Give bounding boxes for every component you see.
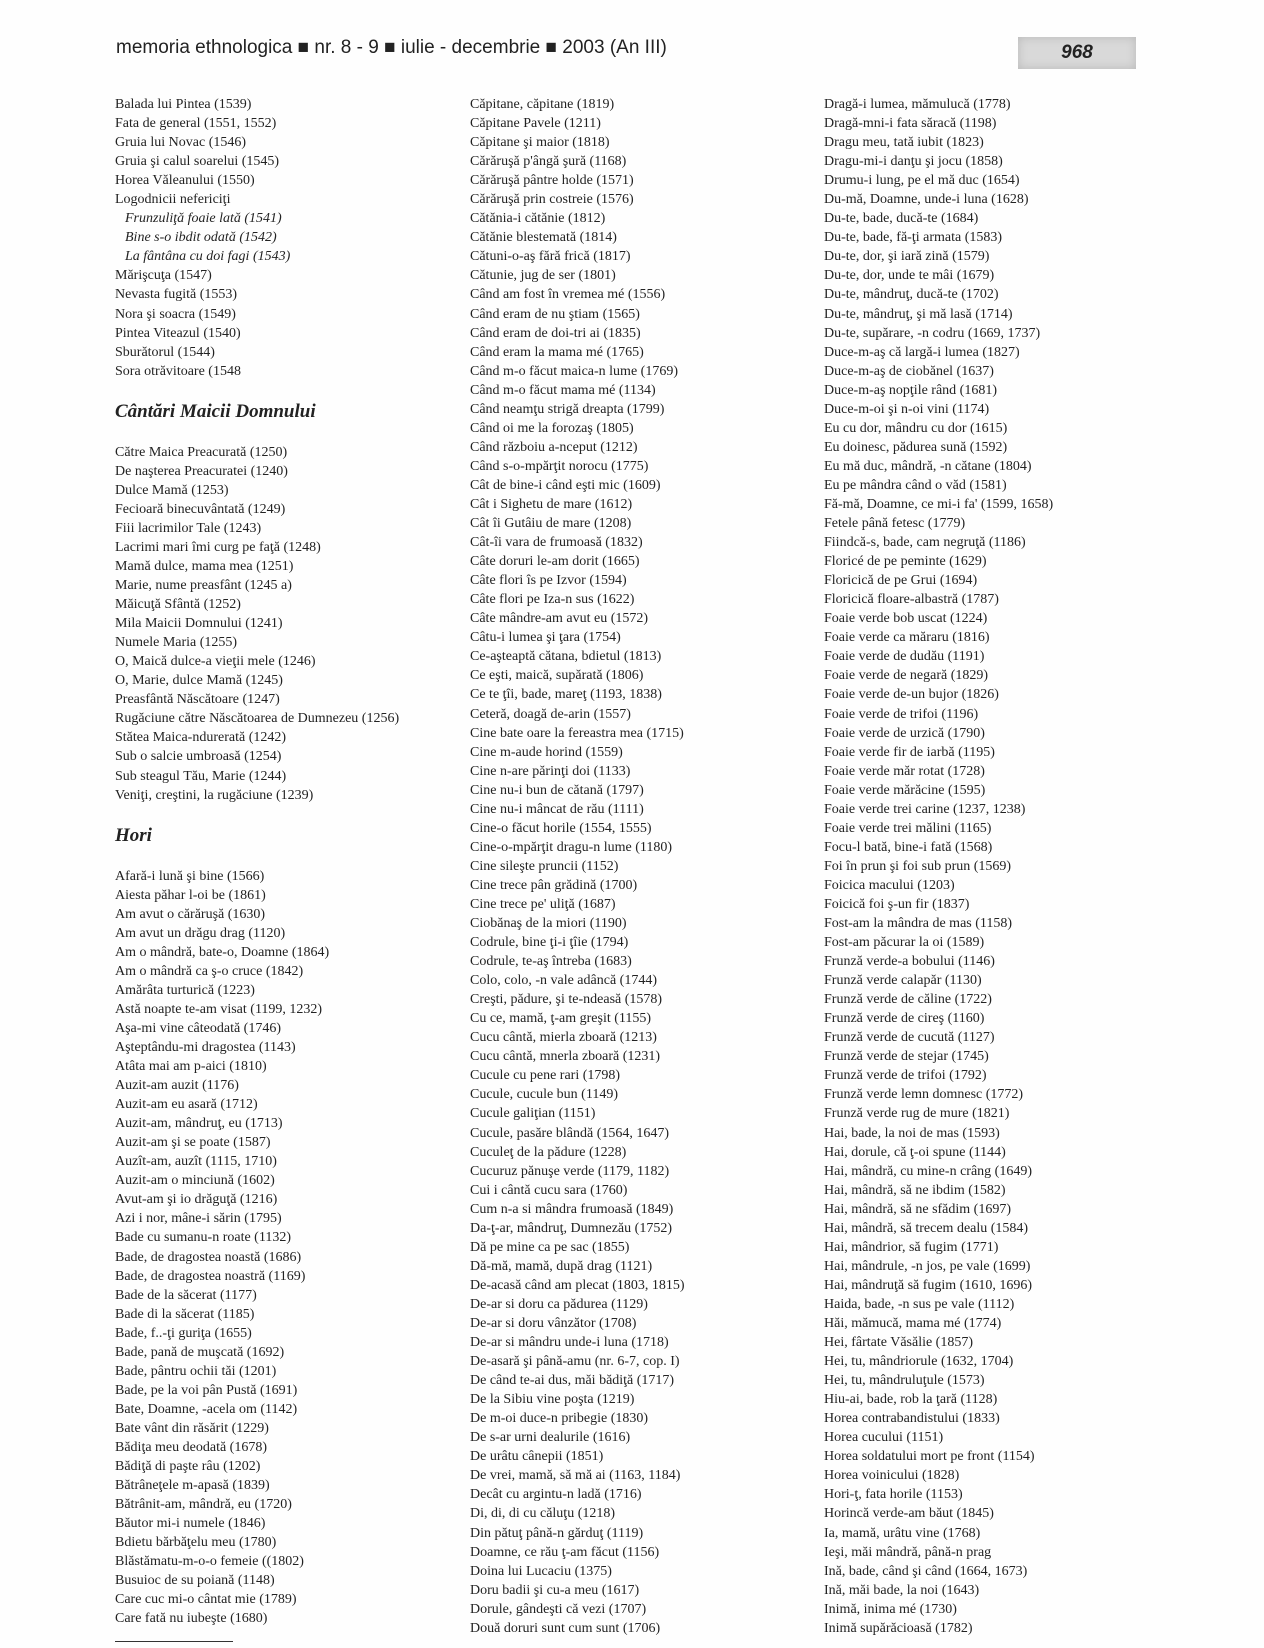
index-entry: Eu cu dor, mândru cu dor (1615) <box>824 420 1008 436</box>
index-entry: Du-te, dor, şi iară zină (1579) <box>824 249 990 265</box>
index-entry: Cât i Sighetu de mare (1612) <box>470 496 633 512</box>
section-gap <box>115 848 435 867</box>
index-entry: Bade, de dragostea noastră (1169) <box>115 1268 306 1284</box>
index-entry: Cât-îi vara de frumoasă (1832) <box>470 535 643 551</box>
index-entry: Dulce Mamă (1253) <box>115 482 229 498</box>
index-entry: O, Marie, dulce Mamă (1245) <box>115 673 283 689</box>
index-entry: Foaie verde mărăcine (1595) <box>824 782 986 798</box>
index-entry: Hei, tu, mândruluţule (1573) <box>824 1373 985 1389</box>
index-entry: Doina lui Lucaciu (1375) <box>470 1563 612 1579</box>
index-entry: Când oi me la forozaş (1805) <box>470 420 634 436</box>
index-entry: Cărăruşă p'ângă şură (1168) <box>470 154 627 170</box>
index-entry: Cucule, cucule bun (1149) <box>470 1087 618 1103</box>
index-entry: Am o mândră ca ş-o cruce (1842) <box>115 963 304 979</box>
index-entry: Du-te, mândruţ, şi mă lasă (1714) <box>824 306 1013 322</box>
index-entry: Cătuni-o-aş fără frică (1817) <box>470 249 631 265</box>
index-entry: Cuculeţ de la pădure (1228) <box>470 1144 627 1160</box>
index-entry: Doamne, ce rău ţ-am făcut (1156) <box>470 1544 660 1560</box>
index-entry: Amărâta turturică (1223) <box>115 982 255 998</box>
index-entry: Când s-o-mpărţit norocu (1775) <box>470 458 649 474</box>
index-entry: Aiesta păhar l-oi be (1861) <box>115 887 266 903</box>
index-entry: Hăi, mămucă, mama mé (1774) <box>824 1316 1002 1331</box>
index-entry: Frunză verde-a bobului (1146) <box>824 954 995 970</box>
index-entry: Sub steagul Tău, Marie (1244) <box>115 768 287 784</box>
index-entry: Care cuc mi-o cântat mie (1789) <box>115 1592 297 1608</box>
index-entry: Du-te, dor, unde te mâi (1679) <box>824 268 995 284</box>
index-entry: Cucule, pasăre blândă (1564, 1647) <box>470 1125 670 1141</box>
index-entry: Fă-mă, Doamne, ce mi-i fa' (1599, 1658) <box>824 496 1054 512</box>
index-entry: Fecioară binecuvântată (1249) <box>115 501 286 517</box>
index-entry: Bade di la săcerat (1185) <box>115 1306 255 1322</box>
index-entry: Fost-am păcurar la oi (1589) <box>824 935 985 951</box>
index-column-1 <box>115 95 435 1628</box>
index-entry: Horea soldatului mort pe front (1154) <box>824 1449 1035 1465</box>
index-entry: Am avut o cărăruşă (1630) <box>115 906 266 922</box>
index-entry: Fiindcă-s, bade, cam negruţă (1186) <box>824 535 1026 551</box>
index-entry: Cine sileşte pruncii (1152) <box>470 858 619 874</box>
index-entry: Ceteră, doagă de-arin (1557) <box>470 706 631 722</box>
index-entry: Frunză verde rug de mure (1821) <box>824 1106 1010 1122</box>
index-entry: De-ar si doru ca pădurea (1129) <box>470 1296 648 1312</box>
index-entry: Horea Văleanului (1550) <box>115 173 255 189</box>
index-entry: Marie, nume preasfânt (1245 a) <box>115 578 292 594</box>
index-entry: Cucu cântă, mierla zboară (1213) <box>470 1030 657 1046</box>
index-entry: De s-ar urni dealurile (1616) <box>470 1430 631 1446</box>
entry-group <box>115 867 435 1629</box>
index-entry: Dragu-mi-i danţu şi jocu (1858) <box>824 154 1003 170</box>
index-entry: De când te-ai dus, măi bădiţă (1717) <box>470 1373 675 1389</box>
index-entry: Când eram de doi-tri ai (1835) <box>470 325 641 341</box>
index-entry: Bădiţa meu deodată (1678) <box>115 1440 268 1455</box>
index-entry: Ieşi, măi mândră, până-n prag <box>824 1544 992 1560</box>
index-entry: Frunză verde de trifoi (1792) <box>824 1068 987 1084</box>
index-entry: Căpitane, căpitane (1819) <box>470 97 615 112</box>
index-entry: Dă-mă, mamă, după drag (1121) <box>470 1258 653 1274</box>
index-entry: Hai, mândrule, -n jos, pe vale (1699) <box>824 1258 1031 1274</box>
index-entry: Eu doinesc, pădurea sună (1592) <box>824 439 1008 455</box>
index-entry: Pintea Viteazul (1540) <box>115 325 241 341</box>
index-entry: Hai, dorule, că ţ-oi spune (1144) <box>824 1144 1006 1160</box>
index-entry: Cucu cântă, mnerla zboară (1231) <box>470 1049 661 1065</box>
index-entry: Du-te, mândruţ, ducă-te (1702) <box>824 287 999 303</box>
index-entry: Atâta mai am p-aici (1810) <box>115 1059 267 1075</box>
section-gap <box>115 381 435 400</box>
index-entry: Foaie verde de-un bujor (1826) <box>824 687 999 703</box>
index-entry: Hai, mândrior, să fugim (1771) <box>824 1239 999 1255</box>
section-gap <box>115 424 435 443</box>
index-entry: Frunză verde de cucută (1127) <box>824 1030 995 1046</box>
index-entry: Horea contrabandistului (1833) <box>824 1411 1000 1427</box>
index-entry: Logodnicii nefericiţi <box>115 192 231 208</box>
index-entry: Când m-o făcut mama mé (1134) <box>470 382 656 398</box>
index-entry: Horincă verde-am băut (1845) <box>824 1506 994 1522</box>
index-entry: Du-te, bade, fă-ţi armata (1583) <box>824 230 1003 246</box>
index-entry: Focu-l bată, bine-i fată (1568) <box>824 839 993 855</box>
entry-group <box>115 95 435 209</box>
index-entry: Foaie verde trei carine (1237, 1238) <box>824 801 1026 817</box>
page-number: 968 <box>1018 37 1136 69</box>
running-header: memoria ethnologica ■ nr. 8 - 9 ■ iulie - decembrie ■ 2003 (An III) <box>116 37 667 58</box>
index-entry: Cătănie blestemată (1814) <box>470 230 617 246</box>
index-entry: Cui i cântă cucu sara (1760) <box>470 1182 628 1198</box>
index-entry: Eu mă duc, mândră, -n cătane (1804) <box>824 458 1032 474</box>
index-entry: Gruia şi calul soarelui (1545) <box>115 154 280 170</box>
index-entry: Care fată nu iubeşte (1680) <box>115 1611 268 1627</box>
index-entry: Cătunie, jug de ser (1801) <box>470 268 616 284</box>
index-entry: Auzit-am, mândruţ, eu (1713) <box>115 1116 283 1132</box>
index-entry: Bătrâneţele m-apasă (1839) <box>115 1478 270 1494</box>
index-entry: Decât cu argintu-n ladă (1716) <box>470 1487 642 1503</box>
index-entry: Nora şi soacra (1549) <box>115 306 236 322</box>
index-entry: Frunză verde de căline (1722) <box>824 992 992 1008</box>
index-entry: Câte doruri le-am dorit (1665) <box>470 554 640 570</box>
index-entry: De m-oi duce-n pribegie (1830) <box>470 1411 649 1427</box>
index-entry: O, Maică dulce-a vieţii mele (1246) <box>115 654 316 670</box>
index-entry: Hai, bade, la noi de mas (1593) <box>824 1125 1000 1141</box>
index-entry: Cum n-a si mândra frumoasă (1849) <box>470 1201 674 1217</box>
index-entry: Măicuţă Sfântă (1252) <box>115 597 241 613</box>
index-entry: Du-mă, Doamne, unde-i luna (1628) <box>824 192 1029 208</box>
entry-group <box>824 95 1154 1638</box>
index-entry: Floricică floare-albastră (1787) <box>824 592 999 608</box>
index-entry: Căpitane şi maior (1818) <box>470 135 610 151</box>
index-entry: Mamă dulce, mama mea (1251) <box>115 558 294 574</box>
index-entry: Duce-m-aş nopţile rând (1681) <box>824 382 997 398</box>
index-entry: Di, di, di cu căluţu (1218) <box>470 1506 616 1522</box>
index-entry: Inimă, inima mé (1730) <box>824 1601 957 1617</box>
index-entry: De-ar si mândru unde-i luna (1718) <box>470 1335 669 1351</box>
index-entry: Sora otrăvitoare (1548 <box>115 363 241 379</box>
index-entry: De-asară şi până-amu (nr. 6-7, cop. I) <box>470 1354 680 1370</box>
index-entry: Frunză verde lemn domnesc (1772) <box>824 1087 1024 1103</box>
index-entry: Ia, mamă, urâtu vine (1768) <box>824 1525 981 1541</box>
index-entry: Sburătorul (1544) <box>115 344 215 360</box>
index-entry: Numele Maria (1255) <box>115 635 238 651</box>
index-entry: Cât de bine-i când eşti mic (1609) <box>470 477 661 493</box>
index-entry: Da-ţ-ar, mândruţ, Dumnezău (1752) <box>470 1220 672 1236</box>
index-entry: Blăstămatu-m-o-o femeie ((1802) <box>115 1554 304 1570</box>
index-entry: Afară-i lună şi bine (1566) <box>115 868 265 884</box>
index-entry: Preasfântă Născătoare (1247) <box>115 692 280 708</box>
index-entry: Bdietu bărbăţelu meu (1780) <box>115 1535 277 1551</box>
index-entry: Cine n-are părinţi doi (1133) <box>470 763 631 779</box>
index-entry: Hei, tu, mândriorule (1632, 1704) <box>824 1354 1014 1370</box>
entry-group-italic <box>115 209 435 266</box>
index-entry: De-ar si doru vânzător (1708) <box>470 1316 637 1331</box>
index-entry: Către Maica Preacurată (1250) <box>115 444 288 460</box>
index-entry: Când m-o făcut maica-n lume (1769) <box>470 363 678 379</box>
index-entry: Dragă-i lumea, mămulucă (1778) <box>824 97 1011 112</box>
index-entry: Bade, pe la voi pân Pustă (1691) <box>115 1382 298 1398</box>
index-entry: Foicică foi ş-un fir (1837) <box>824 896 970 912</box>
index-entry: Aşa-mi vine câteodată (1746) <box>115 1020 281 1036</box>
index-entry: Din pătuţ până-n gărduţ (1119) <box>470 1525 644 1541</box>
index-entry: Dragu meu, tată iubit (1823) <box>824 135 984 151</box>
index-entry: Bade de la săcerat (1177) <box>115 1287 257 1303</box>
index-entry: Haida, bade, -n sus pe vale (1112) <box>824 1296 1015 1312</box>
index-entry: Ce te ţîi, bade, mareţ (1193, 1838) <box>470 687 662 703</box>
index-entry: Foaie verde fir de iarbă (1195) <box>824 744 995 760</box>
index-entry: Gruia lui Novac (1546) <box>115 135 247 151</box>
index-entry: Bade, pântru ochii tăi (1201) <box>115 1363 277 1379</box>
index-entry: Cât îi Gutâiu de mare (1208) <box>470 516 632 532</box>
index-entry: De urâtu cânepii (1851) <box>470 1449 604 1465</box>
index-entry: Astă noapte te-am visat (1199, 1232) <box>115 1001 323 1017</box>
index-entry: Căpitane Pavele (1211) <box>470 116 601 132</box>
index-entry: Am o mândră, bate-o, Doamne (1864) <box>115 944 330 960</box>
index-entry: Bătrânit-am, mândră, eu (1720) <box>115 1497 292 1513</box>
index-entry: Două doruri sunt cum sunt (1706) <box>470 1620 661 1636</box>
index-entry: Am avut un drăgu drag (1120) <box>115 925 286 941</box>
index-entry: Codrule, te-aş întreba (1683) <box>470 954 632 970</box>
index-entry: Foaie verde de dudău (1191) <box>824 649 985 665</box>
index-entry: Foaie verde de urzică (1790) <box>824 725 985 741</box>
index-column-3 <box>824 95 1154 1638</box>
index-entry: Când războiu a-nceput (1212) <box>470 439 638 455</box>
index-entry: Mila Maicii Domnului (1241) <box>115 616 283 632</box>
index-entry: Bade cu sumanu-n roate (1132) <box>115 1230 291 1246</box>
index-entry: Bate vânt din răsărit (1229) <box>115 1420 269 1436</box>
index-entry: Câte flori pe Iza-n sus (1622) <box>470 592 635 608</box>
index-entry: Hai, mândră, cu mine-n crâng (1649) <box>824 1163 1032 1179</box>
index-entry: Colo, colo, -n vale adâncă (1744) <box>470 973 657 989</box>
index-entry: Duce-m-aş că largă-i lumea (1827) <box>824 344 1020 360</box>
index-entry: Cine-o-mpărţit dragu-n lume (1180) <box>470 839 673 855</box>
index-entry: Auzit-am auzit (1176) <box>115 1078 239 1094</box>
index-entry: Bădiţă di paşte râu (1202) <box>115 1459 261 1475</box>
index-entry: Eu pe mândra când o văd (1581) <box>824 477 1007 493</box>
index-entry: Hai, mândruţă să fugim (1610, 1696) <box>824 1277 1033 1293</box>
index-entry: Balada lui Pintea (1539) <box>115 97 252 112</box>
index-entry: Când eram la mama mé (1765) <box>470 344 644 360</box>
index-entry: De naşterea Preacuratei (1240) <box>115 463 288 479</box>
index-entry: Ciobănaş de la miori (1190) <box>470 916 627 932</box>
index-entry: Cine nu-i bun de cătană (1797) <box>470 782 644 798</box>
index-entry: Bine s-o ibdit odată (1542) <box>125 230 277 246</box>
index-entry: Cine nu-i mâncat de rău (1111) <box>470 801 644 817</box>
index-entry: Ină, bade, când şi când (1664, 1673) <box>824 1563 1028 1579</box>
index-entry: Fetele până fetesc (1779) <box>824 516 966 532</box>
entry-group <box>115 443 435 805</box>
index-entry: Auzît-am, auzît (1115, 1710) <box>115 1154 277 1170</box>
index-entry: Codrule, bine ţi-i ţîie (1794) <box>470 935 629 951</box>
index-entry: Când am fost în vremea mé (1556) <box>470 287 666 303</box>
index-entry: Frunză verde calapăr (1130) <box>824 973 982 989</box>
entry-group <box>470 95 790 1638</box>
index-entry: Câte flori îs pe Izvor (1594) <box>470 573 627 589</box>
index-entry: Cucuruz pănuşe verde (1179, 1182) <box>470 1163 670 1179</box>
index-entry: Mărişcuţa (1547) <box>115 268 212 284</box>
index-entry: De-acasă când am plecat (1803, 1815) <box>470 1277 685 1293</box>
index-entry: Creşti, pădure, şi te-ndeasă (1578) <box>470 992 663 1008</box>
index-entry: Azi i nor, mâne-i sărin (1795) <box>115 1211 282 1227</box>
index-entry: Floricé de pe peminte (1629) <box>824 554 987 570</box>
index-entry: Rugăciune către Născătoarea de Dumnezeu (1256) <box>115 711 400 727</box>
index-entry: De la Sibiu vine poşta (1219) <box>470 1392 635 1408</box>
index-entry: Cărăruşă pântre holde (1571) <box>470 173 634 189</box>
index-entry: Hiu-ai, bade, rob la ţară (1128) <box>824 1392 998 1408</box>
index-entry: Inimă supărăcioasă (1782) <box>824 1620 973 1636</box>
index-entry: Cucule galiţian (1151) <box>470 1106 596 1122</box>
index-entry: Avut-am şi io drăguţă (1216) <box>115 1192 278 1208</box>
index-entry: Ină, măi bade, la noi (1643) <box>824 1582 980 1598</box>
index-entry: Hori-ţ, fata horile (1153) <box>824 1487 963 1503</box>
index-entry: Lacrimi mari îmi curg pe faţă (1248) <box>115 539 321 555</box>
index-entry: Hai, mândră, să ne ibdim (1582) <box>824 1182 1006 1198</box>
index-entry: Bade, f..-ţi guriţa (1655) <box>115 1325 252 1341</box>
index-entry: Fost-am la mândra de mas (1158) <box>824 916 1013 932</box>
index-entry: Foaie verde de trifoi (1196) <box>824 706 979 722</box>
index-entry: Drumu-i lung, pe el mă duc (1654) <box>824 173 1020 189</box>
index-entry: Busuioc de su poiană (1148) <box>115 1573 275 1589</box>
index-entry: Hai, mândră, să trecem dealu (1584) <box>824 1220 1029 1236</box>
index-entry: Frunză verde de stejar (1745) <box>824 1049 989 1065</box>
index-entry: Veniţi, creştini, la rugăciune (1239) <box>115 787 314 803</box>
index-entry: Foaie verde de negară (1829) <box>824 668 989 684</box>
index-entry: Câtu-i lumea şi ţara (1754) <box>470 630 621 646</box>
index-entry: Cine-o făcut horile (1554, 1555) <box>470 820 652 836</box>
index-entry: Cărăruşă prin costreie (1576) <box>470 192 634 208</box>
index-column-2 <box>470 95 790 1638</box>
footer-rule <box>115 1641 233 1642</box>
section-heading-hori: Hori <box>115 824 152 846</box>
index-entry: Bade, de dragostea noastă (1686) <box>115 1249 302 1265</box>
section-gap <box>115 805 435 824</box>
index-entry: Când neamţu strigă dreapta (1799) <box>470 401 665 417</box>
index-entry: Auzit-am şi se poate (1587) <box>115 1135 271 1151</box>
index-entry: Foaie verde trei mălini (1165) <box>824 820 992 836</box>
index-entry: Horea voinicului (1828) <box>824 1468 960 1484</box>
section-heading-cantari: Cântări Maicii Domnului <box>115 400 316 422</box>
index-entry: Du-te, bade, ducă-te (1684) <box>824 211 979 227</box>
index-entry: Duce-m-aş de ciobănel (1637) <box>824 363 994 379</box>
index-entry: Dorule, gândeşti că vezi (1707) <box>470 1601 647 1617</box>
index-entry: Dă pe mine ca pe sac (1855) <box>470 1239 630 1255</box>
index-entry: Duce-m-oi şi n-oi vini (1174) <box>824 401 990 417</box>
index-entry: Cine bate oare la fereastra mea (1715) <box>470 725 684 741</box>
index-entry: Floricică de pe Grui (1694) <box>824 573 978 589</box>
index-entry: Cine m-aude horind (1559) <box>470 744 623 760</box>
index-entry: Când eram de nu ştiam (1565) <box>470 306 640 322</box>
index-entry: Ce-aşteaptă cătana, bdietul (1813) <box>470 649 662 665</box>
index-entry: Cucule cu pene rari (1798) <box>470 1068 621 1084</box>
index-entry: Foi în prun şi foi sub prun (1569) <box>824 858 1012 874</box>
index-entry: Stătea Maica-ndurerată (1242) <box>115 730 287 746</box>
index-entry: Sub o salcie umbroasă (1254) <box>115 749 282 765</box>
index-entry: Foaie verde ca măraru (1816) <box>824 630 990 646</box>
index-entry: Horea cucului (1151) <box>824 1430 944 1446</box>
index-entry: Bate, Doamne, -acela om (1142) <box>115 1401 298 1417</box>
index-entry: Bade, pană de muşcată (1692) <box>115 1344 285 1360</box>
index-entry: Fiii lacrimilor Tale (1243) <box>115 520 262 536</box>
index-entry: Cătănia-i cătănie (1812) <box>470 211 606 227</box>
index-entry: La fântâna cu doi fagi (1543) <box>125 249 291 265</box>
index-entry: Cu ce, mamă, ţ-am greşit (1155) <box>470 1011 652 1027</box>
index-entry: Cine trece pân grădină (1700) <box>470 877 638 893</box>
index-entry: Foaie verde măr rotat (1728) <box>824 763 985 779</box>
index-entry: Foicica macului (1203) <box>824 877 955 893</box>
index-entry: Hai, mândră, să ne sfădim (1697) <box>824 1201 1011 1217</box>
index-entry: Ce eşti, maică, supărată (1806) <box>470 668 644 684</box>
index-entry: Auzit-am o minciună (1602) <box>115 1173 275 1189</box>
index-entry: Fata de general (1551, 1552) <box>115 116 277 132</box>
entry-group <box>115 266 435 380</box>
index-entry: Aşteptându-mi dragostea (1143) <box>115 1040 296 1056</box>
index-entry: Dragă-mni-i fata săracă (1198) <box>824 116 997 132</box>
index-entry: Câte mândre-am avut eu (1572) <box>470 611 649 627</box>
index-entry: Băutor mi-i numele (1846) <box>115 1516 266 1532</box>
index-entry: Frunzuliţă foaie lată (1541) <box>125 211 282 227</box>
index-entry: Foaie verde bob uscat (1224) <box>824 611 988 627</box>
index-entry: Auzit-am eu asară (1712) <box>115 1097 258 1113</box>
index-entry: De vrei, mamă, să mă ai (1163, 1184) <box>470 1468 681 1484</box>
index-entry: Hei, fârtate Văsălie (1857) <box>824 1335 974 1351</box>
index-entry: Du-te, supărare, -n codru (1669, 1737) <box>824 325 1041 341</box>
index-entry: Cine trece pe' uliţă (1687) <box>470 896 616 912</box>
index-entry: Nevasta fugită (1553) <box>115 287 238 303</box>
index-entry: Frunză verde de cireş (1160) <box>824 1011 985 1027</box>
index-entry: Doru badii şi cu-a meu (1617) <box>470 1582 640 1598</box>
